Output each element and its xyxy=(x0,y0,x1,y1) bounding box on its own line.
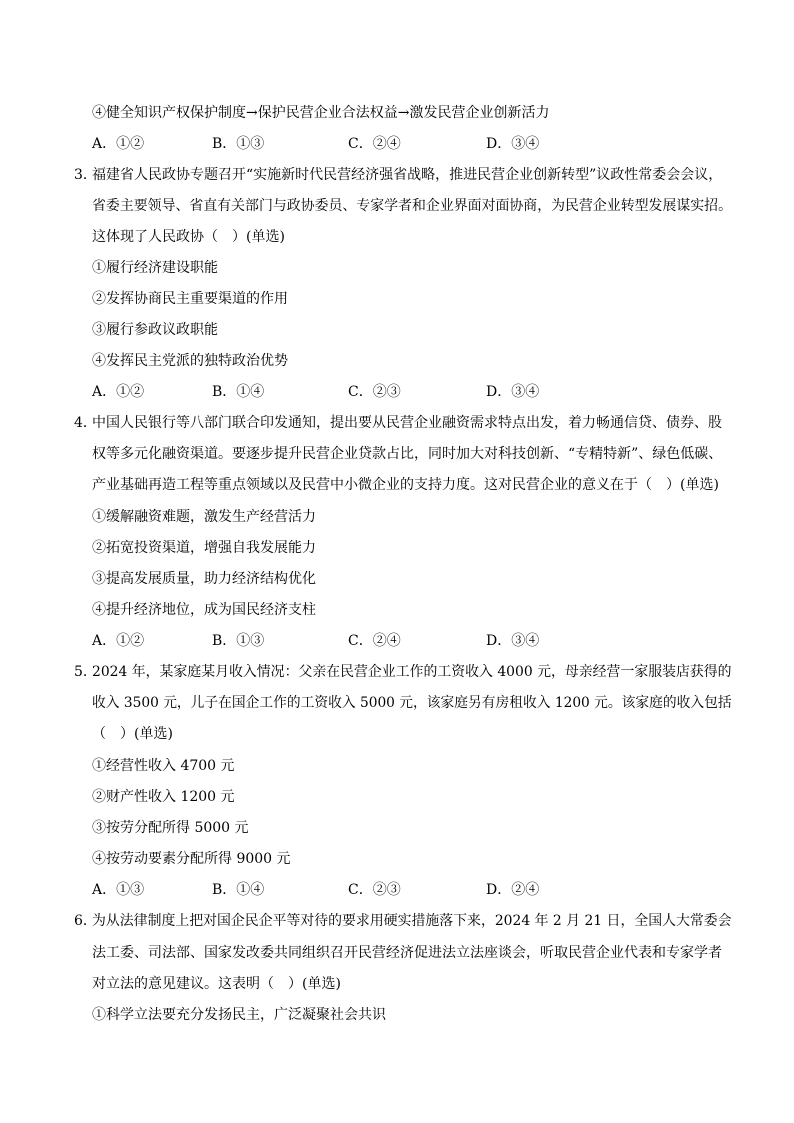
q4-stem-line-2: 权等多元化融资渠道。要逐步提升民营企业贷款占比，同时加大对科技创新、“专精特新”、绿色低碳、 xyxy=(92,446,723,462)
q4-answer-row xyxy=(92,631,712,651)
q4-stem-line-1: 中国人民银行等八部门联合印发通知，提出要从民营企业融资需求特点出发，着力畅通信贷、债券、股 xyxy=(92,415,722,431)
q3-option-3: ③履行参政议政职能 xyxy=(92,322,218,338)
q6-stem-line-2: 法工委、司法部、国家发改委共同组织召开民营经济促进法立法座谈会，听取民营企业代表和专家学者 xyxy=(92,945,722,961)
q4-answer-d: D．③④ xyxy=(486,633,540,649)
q2-answer-a: A．①② xyxy=(92,136,145,152)
q6-stem-line-3: 对立法的意见建议。这表明（ ）(单选) xyxy=(92,976,341,992)
q4-option-3: ③提高发展质量，助力经济结构优化 xyxy=(92,571,316,587)
q2-answer-row xyxy=(92,134,712,154)
q6-number: 6． xyxy=(74,913,97,929)
q3-option-2: ②发挥协商民主重要渠道的作用 xyxy=(92,291,288,307)
q4-answer-c: C．②④ xyxy=(348,633,401,649)
q4-option-1: ①缓解融资难题，激发生产经营活力 xyxy=(92,509,316,525)
q3-number: 3． xyxy=(74,167,97,183)
q3-answer-row xyxy=(92,382,712,402)
q5-option-1: ①经营性收入 4700 元 xyxy=(92,758,235,774)
q3-option-1: ①履行经济建设职能 xyxy=(92,260,218,276)
q2-answer-d: D．③④ xyxy=(486,136,540,152)
q3-answer-d: D．③④ xyxy=(486,384,540,400)
q5-stem-line-3: （ ）(单选) xyxy=(92,726,173,742)
q5-option-2: ②财产性收入 1200 元 xyxy=(92,789,235,805)
q5-stem-line-1: 2024 年，某家庭某月收入情况：父亲在民营企业工作的工资收入 4000 元，母亲经营一家服装店获得的 xyxy=(92,664,732,680)
q3-answer-b: B．①④ xyxy=(212,384,265,400)
q2-answer-b: B．①③ xyxy=(212,136,265,152)
q4-number: 4． xyxy=(74,415,97,431)
q4-answer-a: A．①② xyxy=(92,633,145,649)
q3-option-4: ④发挥民主党派的独特政治优势 xyxy=(92,353,288,369)
q4-stem-line-3: 产业基础再造工程等重点领域以及民营中小微企业的支持力度。这对民营企业的意义在于（ ）(单选) xyxy=(92,477,719,493)
q5-answer-b: B．①④ xyxy=(212,882,265,898)
q6-stem-line-1: 为从法律制度上把对国企民企平等对待的要求用硬实措施落下来，2024 年 2 月 21 日，全国人大常委会 xyxy=(92,913,732,929)
q3-answer-a: A．①② xyxy=(92,384,145,400)
q4-option-4: ④提升经济地位，成为国民经济支柱 xyxy=(92,602,316,618)
q5-number: 5． xyxy=(74,664,97,680)
q5-answer-row xyxy=(92,880,712,900)
q2-answer-c: C．②④ xyxy=(348,136,401,152)
q3-answer-c: C．②③ xyxy=(348,384,401,400)
q3-stem-line-1: 福建省人民政协专题召开“实施新时代民营经济强省战略，推进民营企业创新转型”议政性常委会会议， xyxy=(92,167,723,183)
q3-stem-line-3: 这体现了人民政协（ ）(单选) xyxy=(92,229,285,245)
q5-answer-a: A．①③ xyxy=(92,882,145,898)
q5-answer-c: C．②③ xyxy=(348,882,401,898)
q4-answer-b: B．①③ xyxy=(212,633,265,649)
q5-option-4: ④按劳动要素分配所得 9000 元 xyxy=(92,851,291,867)
q3-stem-line-2: 省委主要领导、省直有关部门与政协委员、专家学者和企业界面对面协商，为民营企业转型发展谋实招。 xyxy=(92,198,733,214)
q5-option-3: ③按劳分配所得 5000 元 xyxy=(92,820,249,836)
q5-stem-line-2: 收入 3500 元，儿子在国企工作的工资收入 5000 元，该家庭另有房租收入 1200 元。该家庭的收入包括 xyxy=(92,695,732,711)
q6-option-1: ①科学立法要充分发扬民主，广泛凝聚社会共识 xyxy=(92,1007,386,1023)
q4-option-2: ②拓宽投资渠道，增强自我发展能力 xyxy=(92,540,316,556)
q2-option-4: ④健全知识产权保护制度→保护民营企业合法权益→激发民营企业创新活力 xyxy=(92,105,550,121)
q5-answer-d: D．②④ xyxy=(486,882,540,898)
